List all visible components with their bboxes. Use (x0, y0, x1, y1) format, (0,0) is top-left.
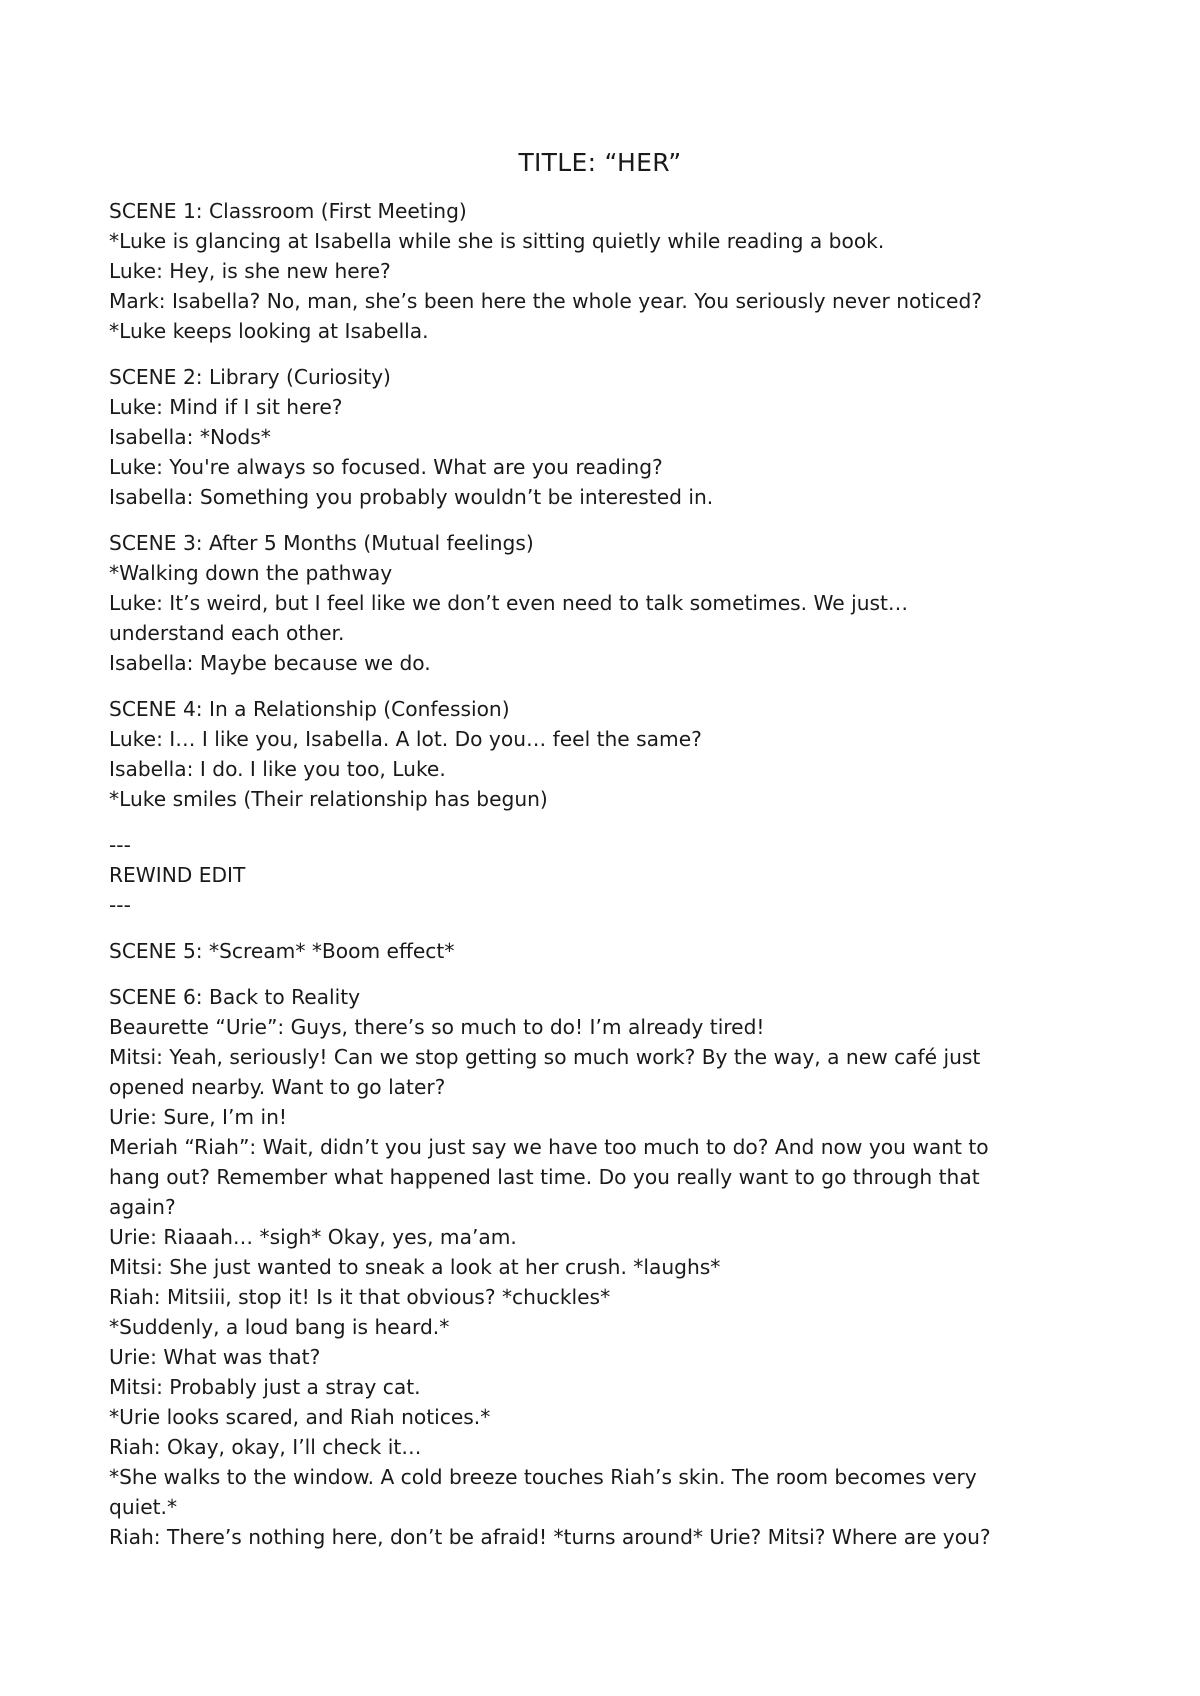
scene-block (109, 362, 1109, 512)
script-line: *She walks to the window. A cold breeze touches Riah’s skin. The room becomes very (109, 1465, 977, 1489)
scene-block (109, 830, 1109, 920)
script-line: Urie: Sure, I’m in! (109, 1105, 287, 1129)
script-line: Mark: Isabella? No, man, she’s been here the whole year. You seriously never noticed? (109, 289, 982, 313)
script-line: --- (109, 833, 131, 857)
script-line: *Urie looks scared, and Riah notices.* (109, 1405, 491, 1429)
script-line: Isabella: Maybe because we do. (109, 651, 431, 675)
script-line: opened nearby. Want to go later? (109, 1075, 446, 1099)
script-line: SCENE 6: Back to Reality (109, 985, 361, 1009)
script-line: SCENE 2: Library (Curiosity) (109, 365, 391, 389)
script-line: Isabella: *Nods* (109, 425, 271, 449)
script-line: SCENE 1: Classroom (First Meeting) (109, 199, 467, 223)
script-line: understand each other. (109, 621, 345, 645)
script-line: *Suddenly, a loud bang is heard.* (109, 1315, 450, 1339)
script-line: Riah: Mitsiii, stop it! Is it that obvious? *chuckles* (109, 1285, 611, 1309)
script-line: SCENE 4: In a Relationship (Confession) (109, 697, 510, 721)
page-title: TITLE: “HER” (518, 148, 682, 177)
script-line: Luke: Mind if I sit here? (109, 395, 343, 419)
script-line: SCENE 5: *Scream* *Boom effect* (109, 939, 455, 963)
script-line: Luke: It’s weird, but I feel like we don’t even need to talk sometimes. We just… (109, 591, 909, 615)
script-body (109, 196, 1109, 1568)
script-line: Isabella: Something you probably wouldn’t be interested in. (109, 485, 714, 509)
script-line: Riah: There’s nothing here, don’t be afraid! *turns around* Urie? Mitsi? Where are you? (109, 1525, 991, 1549)
script-line: *Walking down the pathway (109, 561, 393, 585)
scene-block (109, 196, 1109, 346)
scene-block (109, 982, 1109, 1552)
scene-block (109, 936, 1109, 966)
script-line: SCENE 3: After 5 Months (Mutual feelings) (109, 531, 534, 555)
script-line: Urie: Riaaah… *sigh* Okay, yes, ma’am. (109, 1225, 517, 1249)
script-line: Urie: What was that? (109, 1345, 321, 1369)
script-line: *Luke is glancing at Isabella while she is sitting quietly while reading a book. (109, 229, 885, 253)
script-line: Mitsi: She just wanted to sneak a look at her crush. *laughs* (109, 1255, 721, 1279)
script-line: Beaurette “Urie”: Guys, there’s so much to do! I’m already tired! (109, 1015, 765, 1039)
script-line: *Luke smiles (Their relationship has begun) (109, 787, 548, 811)
script-line: Mitsi: Yeah, seriously! Can we stop getting so much work? By the way, a new café just (109, 1045, 981, 1069)
script-line: Mitsi: Probably just a stray cat. (109, 1375, 421, 1399)
script-line: *Luke keeps looking at Isabella. (109, 319, 429, 343)
scene-block (109, 694, 1109, 814)
script-line: REWIND EDIT (109, 863, 246, 887)
script-line: hang out? Remember what happened last time. Do you really want to go through that (109, 1165, 980, 1189)
scene-block (109, 528, 1109, 678)
script-line: Meriah “Riah”: Wait, didn’t you just say we have too much to do? And now you want to (109, 1135, 989, 1159)
script-line: quiet.* (109, 1495, 178, 1519)
script-line: again? (109, 1195, 176, 1219)
script-line: Luke: Hey, is she new here? (109, 259, 391, 283)
script-line: Luke: I… I like you, Isabella. A lot. Do you… feel the same? (109, 727, 702, 751)
script-line: Luke: You're always so focused. What are you reading? (109, 455, 663, 479)
script-line: Riah: Okay, okay, I’ll check it… (109, 1435, 422, 1459)
script-line: Isabella: I do. I like you too, Luke. (109, 757, 446, 781)
script-line: --- (109, 893, 131, 917)
